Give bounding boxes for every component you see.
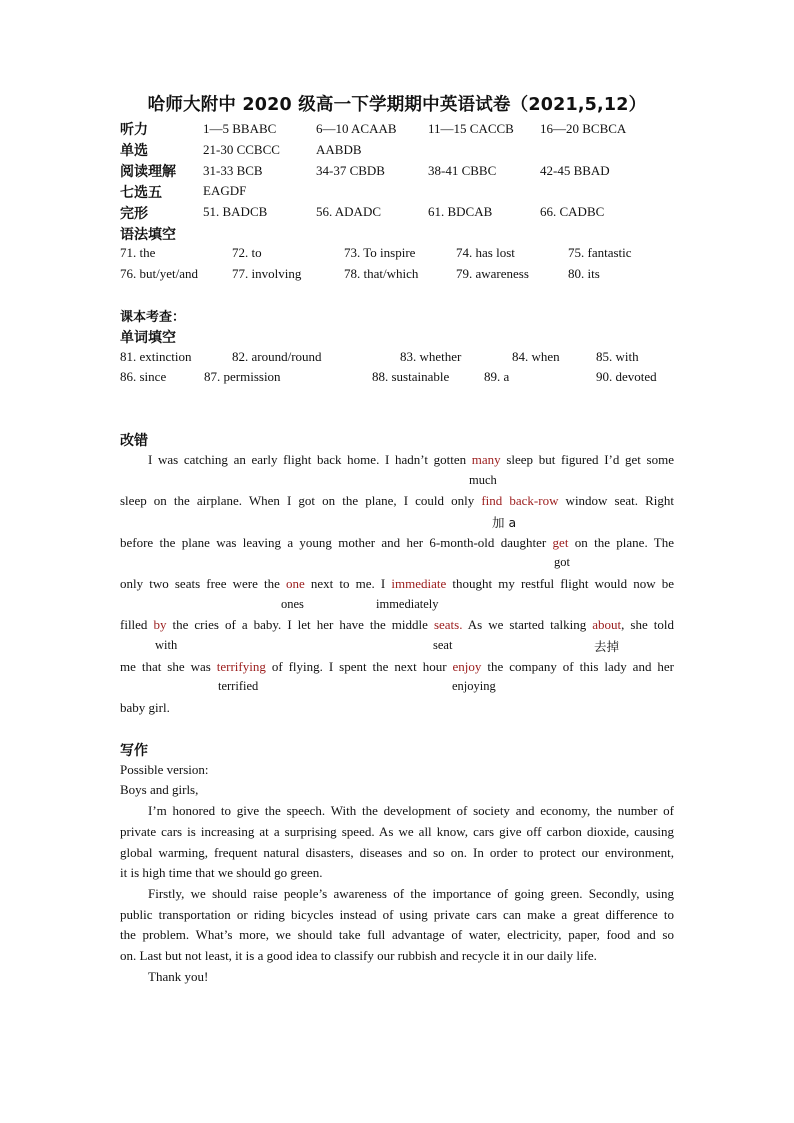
- listening-answer-1: 1—5 BBABC: [203, 121, 277, 136]
- word-fill-answer: 88. sustainable: [372, 369, 450, 384]
- grammar-answer: 75. fantastic: [568, 245, 632, 260]
- grammar-answer: 74. has lost: [456, 245, 515, 260]
- correction-line-3: before the plane was leaving a young mother and her 6-month-old daughter get on the plane. The: [120, 535, 674, 550]
- word-fill-answer: 82. around/round: [232, 349, 322, 364]
- single-choice-label: 单选: [120, 143, 148, 159]
- writing-greeting: Boys and girls,: [120, 782, 199, 797]
- error-word: get: [552, 535, 569, 550]
- error-word: one: [285, 576, 305, 591]
- correction-line-7: baby girl.: [120, 700, 170, 715]
- error-word: terrifying: [216, 659, 266, 674]
- cloze-answer-4: 66. CADBC: [540, 204, 605, 219]
- word-fill-answer: 87. permission: [204, 369, 281, 384]
- writing-p2-line: on. Last but not least, it is a good idea to classify our rubbish and recycle it in our daily life.: [120, 948, 597, 963]
- grammar-answer: 79. awareness: [456, 266, 529, 281]
- listening-answer-3: 11—15 CACCB: [428, 121, 514, 136]
- error-word: find back-row: [481, 493, 559, 508]
- seven-five-answer: EAGDF: [203, 183, 247, 198]
- grammar-answer: 78. that/which: [344, 266, 419, 281]
- correction-line-4: only two seats free were the one next to me. I immediate thought my restful flight would now be: [120, 576, 674, 591]
- grammar-label: 语法填空: [120, 227, 176, 243]
- correction-line-1: I was catching an early flight back home. I hadn’t gotten many sleep but figured I’d get some: [148, 452, 675, 467]
- cloze-answer-3: 61. BDCAB: [428, 204, 493, 219]
- word-fill-answer: 86. since: [120, 369, 167, 384]
- fix-enjoying: enjoying: [452, 679, 496, 693]
- page-title: 哈师大附中 2020 级高一下学期期中英语试卷（2021,5,12）: [147, 95, 647, 115]
- error-word: by: [153, 617, 167, 632]
- writing-p2-line: public transportation or riding bicycles instead of using private cars can make a great difference to: [120, 907, 674, 922]
- word-fill-answer: 85. with: [596, 349, 639, 364]
- fix-got: got: [554, 555, 570, 569]
- writing-intro: Possible version:: [120, 762, 209, 777]
- error-word: immediate: [391, 576, 447, 591]
- listening-answer-4: 16—20 BCBCA: [540, 121, 627, 136]
- writing-p2-line: Firstly, we should raise people’s awareness of the importance of going green. Secondly, using: [148, 886, 674, 901]
- fix-much: much: [469, 473, 497, 487]
- error-word: many: [471, 452, 501, 467]
- cloze-answer-2: 56. ADADC: [316, 204, 382, 219]
- correction-heading: 改错: [120, 433, 148, 449]
- cloze-label: 完形: [120, 206, 148, 222]
- fix-terrified: terrified: [218, 679, 259, 693]
- writing-p1-line: global warming, frequent natural disasters, diseases and so on. In order to protect our environment,: [120, 845, 674, 860]
- grammar-answer: 76. but/yet/and: [120, 266, 198, 281]
- fix-remove: 去掉: [594, 639, 620, 654]
- textbook-heading: 课本考查：: [120, 310, 186, 325]
- correction-line-5: filled by the cries of a baby. I let her have the middle seats. As we started talking about, she told: [120, 617, 674, 632]
- single-choice-answer-2: AABDB: [316, 142, 362, 157]
- cloze-answer-1: 51. BADCB: [203, 204, 268, 219]
- error-word: about: [592, 617, 622, 632]
- fix-ones: ones: [281, 597, 304, 611]
- fix-with: with: [155, 638, 178, 652]
- writing-closing: Thank you!: [148, 969, 209, 984]
- listening-label: 听力: [120, 122, 148, 138]
- word-fill-answer: 90. devoted: [596, 369, 657, 384]
- grammar-answer: 77. involving: [232, 266, 302, 281]
- fix-immediately: immediately: [376, 597, 439, 611]
- reading-answer-2: 34-37 CBDB: [316, 163, 385, 178]
- grammar-answer: 71. the: [120, 245, 156, 260]
- writing-p1-line: it is high time that we should go green.: [120, 865, 323, 880]
- word-fill-answer: 83. whether: [400, 349, 462, 364]
- correction-line-6: me that she was terrifying of flying. I spent the next hour enjoy the company of this lady and her: [120, 659, 675, 674]
- grammar-answer: 72. to: [232, 245, 262, 260]
- word-fill-label: 单词填空: [120, 330, 176, 346]
- error-word: seats.: [433, 617, 463, 632]
- writing-heading: 写作: [120, 743, 148, 759]
- listening-answer-2: 6—10 ACAAB: [316, 121, 397, 136]
- reading-answer-3: 38-41 CBBC: [428, 163, 497, 178]
- reading-label: 阅读理解: [120, 164, 176, 180]
- word-fill-answer: 84. when: [512, 349, 560, 364]
- single-choice-answer-1: 21-30 CCBCC: [203, 142, 280, 157]
- grammar-answer: 73. To inspire: [344, 245, 416, 260]
- correction-line-2: sleep on the airplane. When I got on the plane, I could only find back-row window seat. Right: [120, 493, 674, 508]
- reading-answer-1: 31-33 BCB: [203, 163, 263, 178]
- writing-p2-line: the problem. What’s more, we should take full advantage of water, electricity, paper, food and so: [120, 927, 674, 942]
- word-fill-answer: 81. extinction: [120, 349, 192, 364]
- word-fill-answer: 89. a: [484, 369, 510, 384]
- reading-answer-4: 42-45 BBAD: [540, 163, 610, 178]
- writing-p1-line: I’m honored to give the speech. With the development of society and economy, the number of: [148, 803, 674, 818]
- writing-p1-line: private cars is increasing at a surprising speed. As we all know, cars give off carbon dioxide, causing: [120, 824, 674, 839]
- seven-five-label: 七选五: [120, 185, 162, 201]
- error-word: enjoy: [452, 659, 482, 674]
- grammar-answer: 80. its: [568, 266, 600, 281]
- fix-add-a: 加 a: [492, 515, 517, 530]
- fix-seat: seat: [433, 638, 453, 652]
